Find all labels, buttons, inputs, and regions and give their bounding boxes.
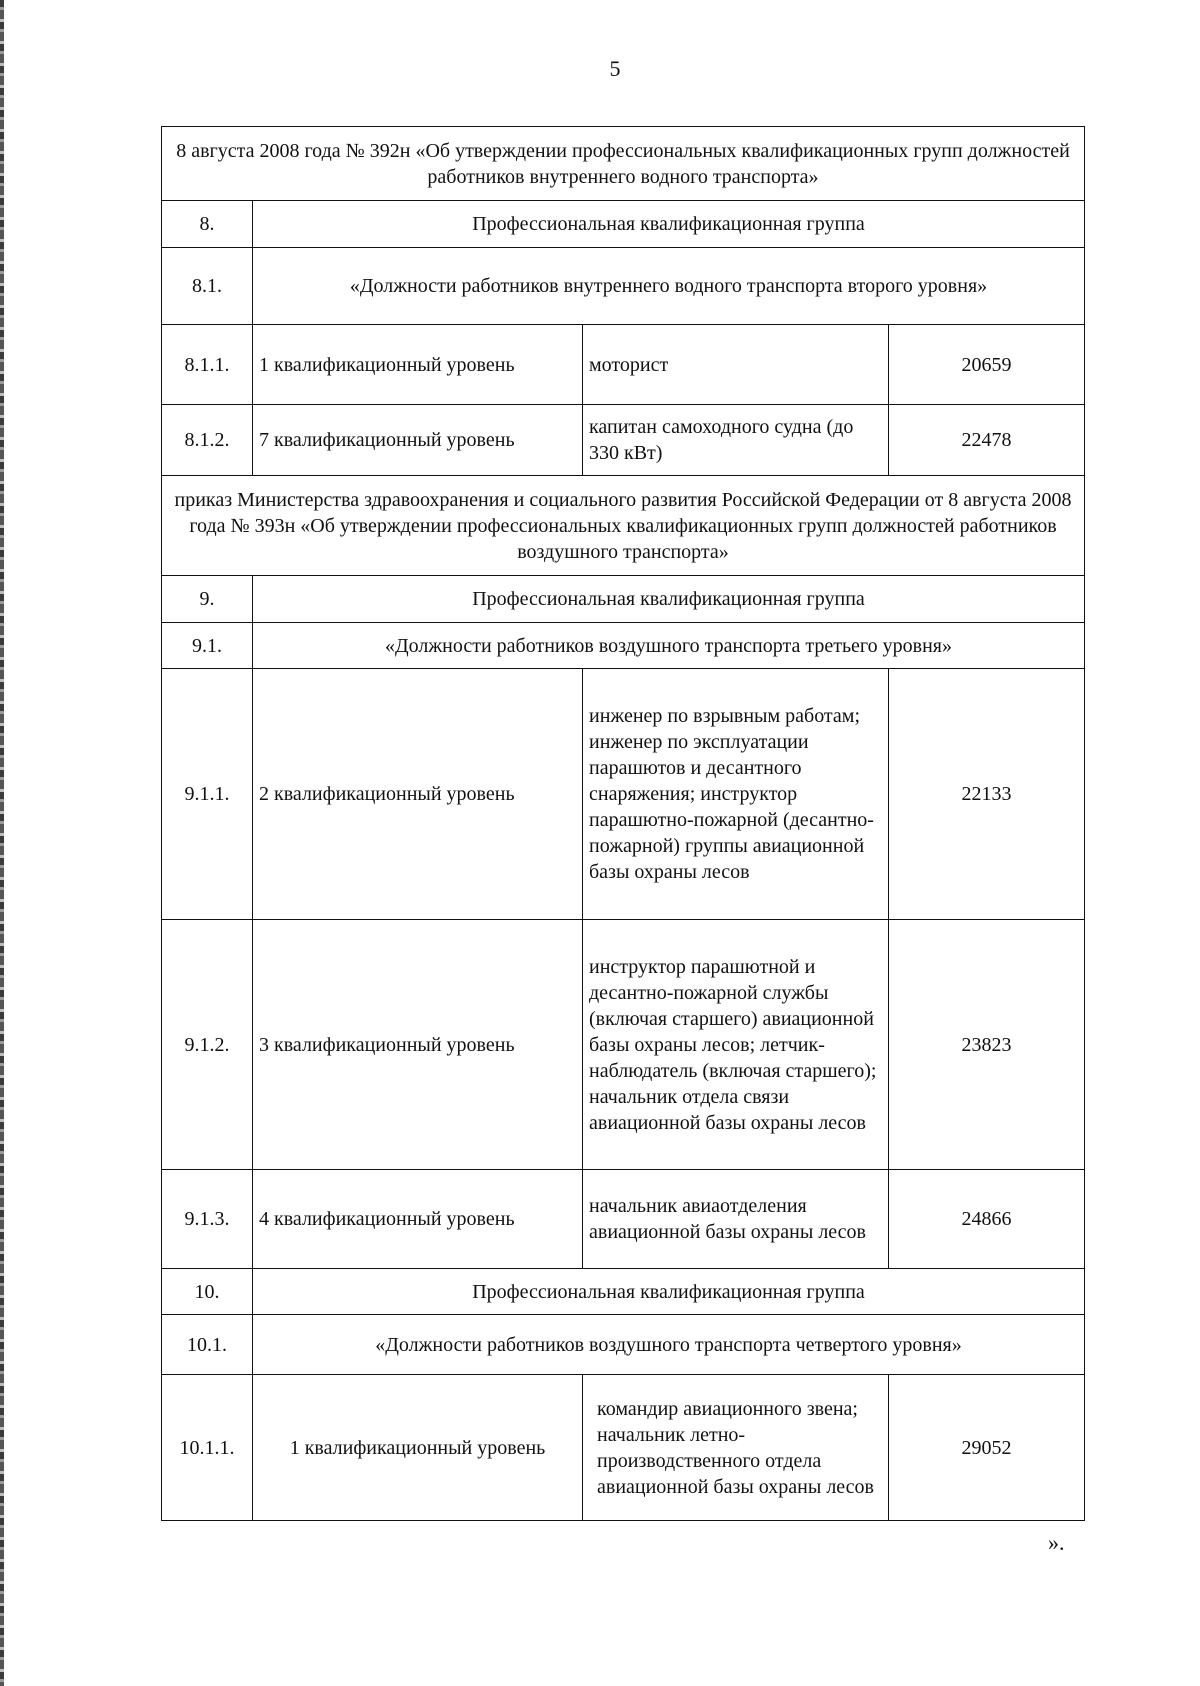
qualification-level: 3 квалификационный уровень [253, 920, 583, 1170]
page-number: 5 [609, 56, 621, 81]
table-row [162, 1315, 1085, 1375]
row-number: 9. [162, 576, 253, 623]
scan-edge [0, 0, 4, 1686]
row-number: 8.1.2. [162, 405, 253, 476]
table-row [162, 623, 1085, 669]
qualification-level: 4 квалификационный уровень [253, 1170, 583, 1269]
group-title: Профессиональная квалификационная группа [253, 576, 1085, 623]
table-row [162, 920, 1085, 1170]
row-number: 8. [162, 201, 253, 248]
row-number: 10.1. [162, 1315, 253, 1375]
salary: 29052 [889, 1375, 1085, 1521]
positions: капитан самоходного судна (до 330 кВт) [583, 405, 889, 476]
table-row [162, 669, 1085, 920]
salary: 20659 [889, 325, 1085, 405]
table-row [162, 1269, 1085, 1315]
positions: моторист [583, 325, 889, 405]
row-number: 9.1.2. [162, 920, 253, 1170]
positions: инженер по взрывным работам; инженер по эксплуатации парашютов и десантного снаряжения; инструктор парашютно-пожарной (десантно-пожарной) группы авиационной базы охраны лесов [583, 669, 889, 920]
group-subtitle: «Должности работников воздушного транспорта четвертого уровня» [253, 1315, 1085, 1375]
qualification-level: 7 квалификационный уровень [253, 405, 583, 476]
table-row [162, 201, 1085, 248]
row-number: 10. [162, 1269, 253, 1315]
table-row [162, 248, 1085, 325]
qualification-level: 2 квалификационный уровень [253, 669, 583, 920]
salary: 24866 [889, 1170, 1085, 1269]
positions: начальник авиаотделения авиационной базы охраны лесов [583, 1170, 889, 1269]
table-row [162, 576, 1085, 623]
table-row [162, 405, 1085, 476]
order-reference: приказ Министерства здравоохранения и социального развития Российской Федерации от 8 августа 2008 года № 393н «Об утверждении профессиональных квалификационных групп должностей работников воздушного транспорта» [162, 476, 1085, 576]
table-row [162, 1375, 1085, 1521]
group-subtitle: «Должности работников внутреннего водного транспорта второго уровня» [253, 248, 1085, 325]
row-number: 9.1.1. [162, 669, 253, 920]
table-row [162, 127, 1085, 201]
row-number: 8.1.1. [162, 325, 253, 405]
order-reference: 8 августа 2008 года № 392н «Об утверждении профессиональных квалификационных групп должностей работников внутреннего водного транспорта» [162, 127, 1085, 201]
row-number: 8.1. [162, 248, 253, 325]
closing-quote: ». [1048, 1530, 1065, 1555]
table-row [162, 325, 1085, 405]
row-number: 9.1. [162, 623, 253, 669]
row-number: 10.1.1. [162, 1375, 253, 1521]
table-row [162, 1170, 1085, 1269]
positions: инструктор парашютной и десантно-пожарной службы (включая старшего) авиационной базы охраны лесов; летчик-наблюдатель (включая старшего); начальник отдела связи авиационной базы охраны лесов [583, 920, 889, 1170]
qualification-table [161, 126, 1085, 1521]
salary: 22133 [889, 669, 1085, 920]
qualification-level: 1 квалификационный уровень [253, 1375, 583, 1521]
group-subtitle: «Должности работников воздушного транспорта третьего уровня» [253, 623, 1085, 669]
salary: 23823 [889, 920, 1085, 1170]
salary: 22478 [889, 405, 1085, 476]
table-row [162, 476, 1085, 576]
positions: командир авиационного звена; начальник летно-производственного отдела авиационной базы охраны лесов [583, 1375, 889, 1521]
group-title: Профессиональная квалификационная группа [253, 201, 1085, 248]
qualification-level: 1 квалификационный уровень [253, 325, 583, 405]
group-title: Профессиональная квалификационная группа [253, 1269, 1085, 1315]
row-number: 9.1.3. [162, 1170, 253, 1269]
